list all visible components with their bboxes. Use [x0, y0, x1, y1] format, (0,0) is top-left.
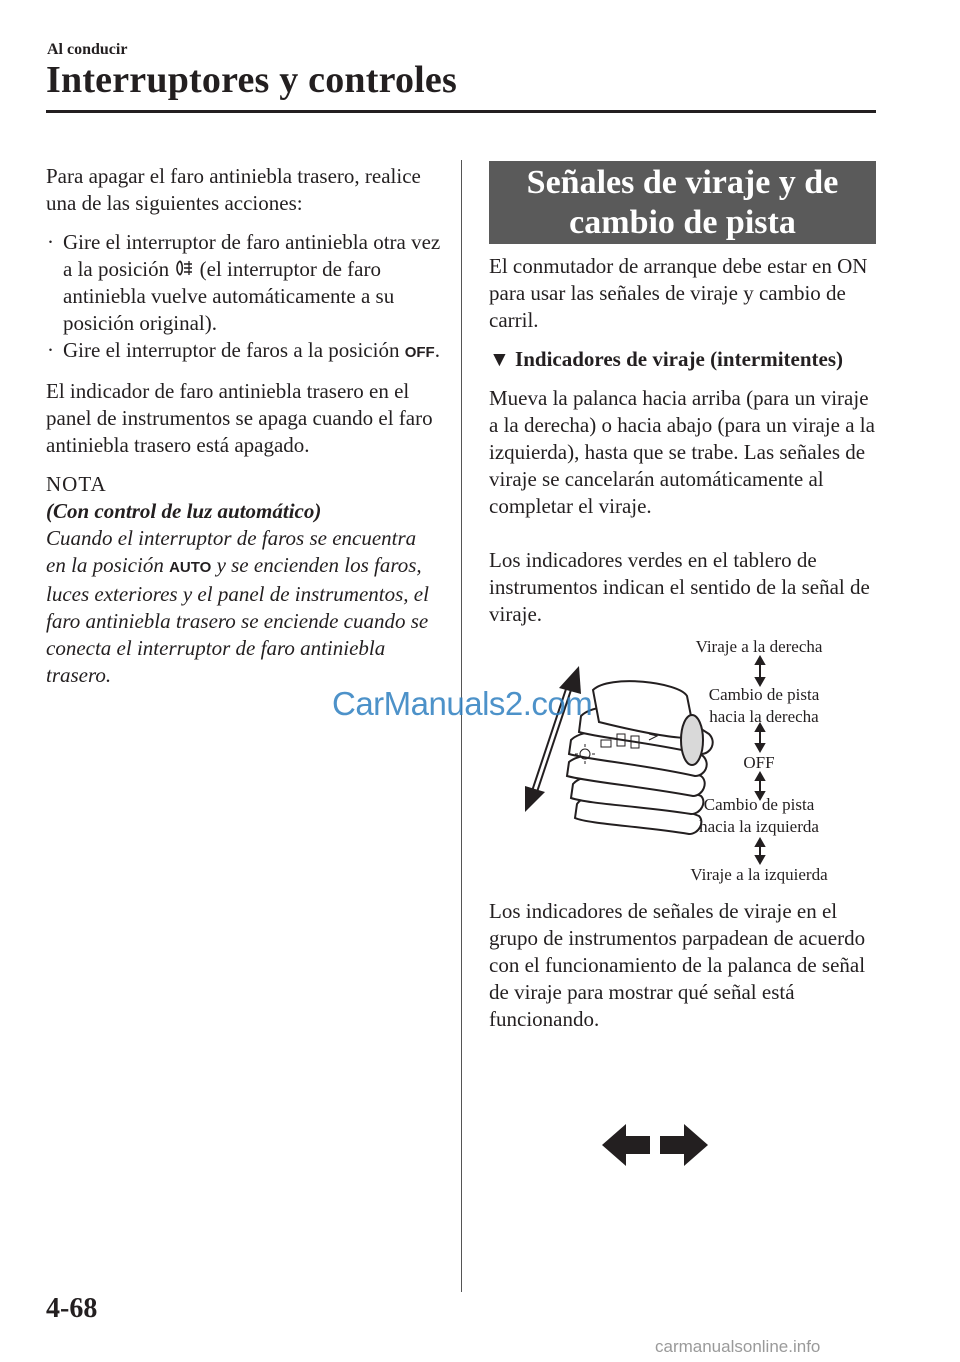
bullet-dot: ·: [47, 230, 54, 254]
column-divider: [461, 160, 462, 1292]
green-indicator-paragraph: Los indicadores verdes en el tablero de instrumentos indican el sentido de la señal de viraje.: [489, 548, 870, 626]
label-lane-change-left-line1: Cambio de pista: [703, 795, 815, 814]
label-off: OFF: [743, 753, 775, 772]
section-banner: [489, 161, 876, 244]
left-column: [46, 163, 441, 689]
lever-paragraph: Mueva la palanca hacia arriba (para un viraje a la derecha) o hacia abajo (para un viraje a la izquierda), hasta que se trabe. Las señales de viraje se cancelarán automáticamente al completar el viraje.: [489, 386, 875, 518]
note-title: NOTA: [46, 472, 107, 496]
triangle-marker-icon: ▼: [489, 347, 510, 371]
ignition-paragraph: El conmutador de arranque debe estar en ON para usar las señales de viraje y cambio de carril.: [489, 254, 868, 332]
label-lane-change-right-line2: hacia la derecha: [709, 707, 819, 726]
auto-symbol: AUTO: [169, 559, 212, 576]
label-lane-change-right-line1: Cambio de pista: [708, 685, 820, 704]
footer-watermark: carmanualsonline.info: [655, 1337, 821, 1356]
banner-line-2: cambio de pista: [569, 203, 796, 241]
note-subtitle: (Con control de luz automático): [46, 499, 322, 523]
bullet-item-fog-switch: [46, 229, 441, 337]
label-left-turn: Viraje a la izquierda: [690, 865, 828, 884]
note-text-after: y se encienden los faros, luces exteriores y el panel de instrumentos, el faro antiniebla trasero se enciende cuando se conecta el interruptor de faro antiniebla trasero.: [46, 553, 429, 687]
label-lane-change-left-line2: hacia la izquierda: [699, 817, 819, 836]
note-block: [46, 471, 441, 689]
lever-illustration: [489, 636, 876, 890]
page-title: Interruptores y controles: [46, 59, 457, 101]
subheading-text: Indicadores de viraje (intermitentes): [515, 347, 844, 371]
page-number: 4-68: [46, 1293, 98, 1324]
label-right-turn: Viraje a la derecha: [695, 637, 823, 656]
bullet-item-headlight-switch: [46, 337, 441, 366]
subheading-turn-signals: [489, 346, 876, 373]
off-symbol: OFF: [404, 344, 435, 361]
section-label: Al conducir: [47, 41, 128, 58]
turn-signal-arrows-icon: [600, 1120, 710, 1170]
label-lane-change-right: [679, 684, 849, 728]
intro-paragraph: Para apagar el faro antiniebla trasero, realice una de las siguientes acciones:: [46, 164, 421, 215]
watermark-logo: CarManuals2.com: [332, 685, 593, 722]
banner-line-1: Señales de viraje y de: [526, 163, 839, 201]
bullet2-text-before: Gire el interruptor de faros a la posición: [63, 338, 405, 362]
turn-signal-lever-diagram: [489, 636, 876, 890]
header-rule: [46, 110, 876, 113]
note-text-before: Cuando el interruptor de faros se encuentra en la posición: [46, 526, 417, 577]
right-column: [489, 253, 876, 628]
rear-fog-light-icon: [174, 258, 194, 278]
bullet-dot: ·: [47, 338, 54, 362]
bullet1-text-after: (el interruptor de faro antiniebla vuelve automáticamente a su posición original).: [63, 257, 395, 335]
indicator-paragraph: El indicador de faro antiniebla trasero en el panel de instrumentos se apaga cuando el faro antiniebla trasero está apagado.: [46, 379, 433, 457]
bullet2-text-after: .: [434, 338, 440, 362]
blinking-indicator-paragraph: Los indicadores de señales de viraje en el grupo de instrumentos parpadean de acuerdo con el funcionamiento de la palanca de señal de viraje para mostrar qué señal está funcionando.: [489, 899, 866, 1031]
note-body: [46, 525, 441, 689]
bullet1-text-before: Gire el interruptor de faro antiniebla otra vez a la posición: [63, 230, 441, 281]
label-lane-change-left: [679, 794, 839, 838]
